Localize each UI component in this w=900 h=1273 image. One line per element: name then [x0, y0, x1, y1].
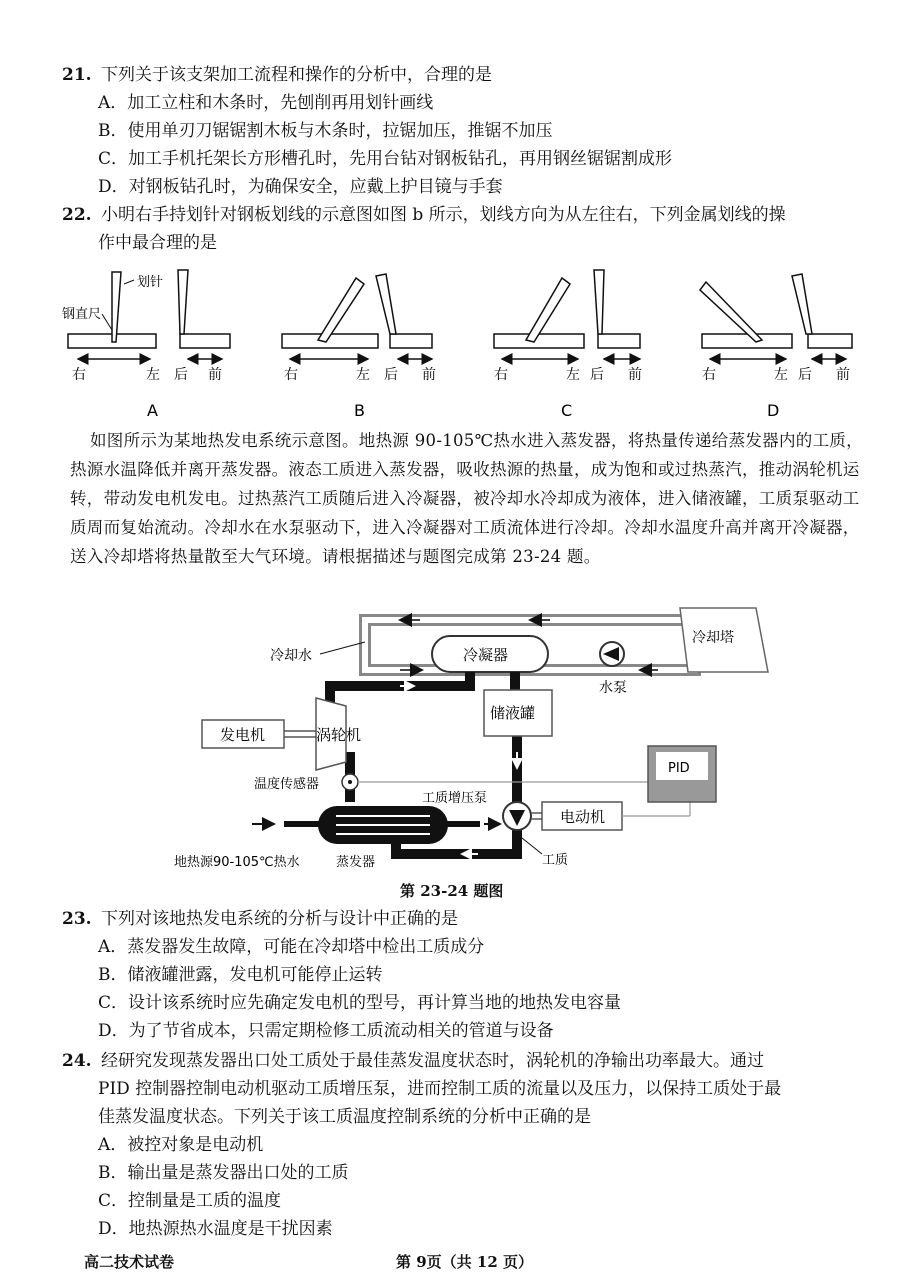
cooling-water-label: 冷却水: [270, 648, 312, 664]
dir-right-a: 右: [72, 367, 86, 383]
option-label-d: D: [767, 401, 780, 420]
label-ruler: 钢直尺: [62, 307, 102, 322]
q24-stem-1: 经研究发现蒸发器出口处工质处于最佳蒸发温度状态时，涡轮机的净输出功率最大。通过: [100, 1051, 764, 1071]
dir-back-c: 后: [590, 367, 604, 383]
q23-number: 23.: [62, 909, 92, 929]
intro-paragraph: 如图所示为某地热发电系统示意图。地热源 90-105℃热水进入蒸发器，将热量传递给蒸发器内的工质，热源水温降低并离开蒸发器。液态工质进入蒸发器，吸收热源的热量，成为饱和或过热蒸汽，推动涡轮机运转，带动发电机发电。过热蒸汽工质随后进入冷凝器，被冷却水冷却成为液体，进入储液罐，工质泵驱动工质周而复始流动。冷却水在水泵驱动下，进入冷凝器对工质流体进行冷却。冷却水温度升高并离开冷凝器，送入冷却塔将热量散至大气环境。请根据描述与题图完成第 23-24 题。: [70, 431, 863, 566]
generator-label: 发电机: [220, 726, 266, 744]
temp-sensor-label: 温度传感器: [254, 777, 320, 792]
option-a-figure: [62, 270, 230, 420]
q22-number: 22.: [62, 205, 92, 225]
footer-page-number: 第 9页（共 12 页）: [396, 1253, 533, 1271]
dir-left-b: 左: [356, 367, 370, 383]
q24-option-c: C．控制量是工质的温度: [98, 1191, 282, 1211]
evaporator-shape: [318, 806, 448, 844]
option-c-figure: [494, 270, 642, 420]
cooling-tower-label: 冷却塔: [692, 630, 734, 646]
evaporator-label: 蒸发器: [336, 855, 376, 870]
storage-tank-label: 储液罐: [490, 704, 536, 722]
option-label-b: B: [354, 401, 365, 420]
dir-back-a: 后: [174, 367, 188, 383]
footer-left: 高二技术试卷: [84, 1253, 175, 1271]
dir-back-b: 后: [384, 367, 398, 383]
dir-front-a: 前: [208, 367, 222, 383]
q22-stem-line2: 作中最合理的是: [98, 233, 217, 253]
dir-back-d: 后: [798, 367, 812, 383]
heat-source-label: 地热源90-105℃热水: [174, 855, 300, 870]
diagram-caption: 第 23-24 题图: [400, 882, 504, 900]
q23-option-a: A．蒸发器发生故障，可能在冷却塔中检出工质成分: [98, 937, 485, 957]
water-pump-label: 水泵: [599, 680, 627, 696]
working-fluid-label: 工质: [542, 853, 569, 868]
dir-right-d: 右: [702, 367, 716, 383]
q21-stem: 下列关于该支架加工流程和操作的分析中，合理的是: [100, 65, 492, 85]
dir-front-b: 前: [422, 367, 436, 383]
dir-right-b: 右: [284, 367, 298, 383]
dir-right-c: 右: [494, 367, 508, 383]
q21-option-b: B．使用单刃刀锯锯割木板与木条时，拉锯加压，推锯不加压: [98, 121, 553, 141]
q22-stem-line1: [62, 204, 786, 226]
motor-label: 电动机: [560, 808, 606, 826]
q21-option-d: D．对钢板钻孔时，为确保安全，应戴上护目镜与手套: [98, 177, 503, 197]
q21-option-c: C．加工手机托架长方形槽孔时，先用台钻对钢板钻孔，再用钢丝锯锯割成形: [98, 149, 673, 169]
q23-option-d: D．为了节省成本，只需定期检修工质流动相关的管道与设备: [98, 1021, 554, 1041]
scribing-options-figure: [0, 262, 900, 427]
dir-front-d: 前: [836, 367, 850, 383]
option-b-figure: [282, 274, 436, 420]
dir-front-c: 前: [628, 367, 642, 383]
q24-stem-line2: PID 控制器控制电动机驱动工质增压泵，进而控制工质的流量以及压力，以保持工质处于最: [98, 1079, 782, 1099]
q21-number: 21.: [62, 65, 92, 85]
q24-option-d: D．地热源热水温度是干扰因素: [98, 1219, 333, 1239]
option-label-a: A: [147, 401, 158, 420]
label-scriber: 划针: [137, 275, 164, 290]
dir-left-c: 左: [566, 367, 580, 383]
q23-option-b: B．储液罐泄露，发电机可能停止运转: [98, 965, 383, 985]
q24-stem-line3: 佳蒸发温度状态。下列关于该工质温度控制系统的分析中正确的是: [98, 1107, 591, 1127]
booster-pump-label: 工质增压泵: [422, 791, 488, 806]
condenser-label: 冷凝器: [463, 646, 509, 664]
option-d-figure: [700, 274, 852, 420]
q23-option-c: C．设计该系统时应先确定发电机的型号，再计算当地的地热发电容量: [98, 993, 622, 1013]
pid-label: PID: [668, 761, 690, 776]
dir-left-d: 左: [774, 367, 788, 383]
q24-option-b: B．输出量是蒸发器出口处的工质: [98, 1163, 349, 1183]
turbine-label: 涡轮机: [316, 726, 362, 744]
q24-option-a: A．被控对象是电动机: [98, 1135, 264, 1155]
q24-stem-line1: [62, 1050, 764, 1072]
q23-stem: 下列对该地热发电系统的分析与设计中正确的是: [100, 909, 458, 929]
q24-number: 24.: [62, 1051, 92, 1071]
q21-option-a: A．加工立柱和木条时，先刨削再用划针画线: [98, 93, 434, 113]
q23-stem-line: [62, 908, 458, 930]
option-label-c: C: [561, 401, 573, 420]
geothermal-system-diagram: [160, 602, 780, 874]
q21-stem-line: [62, 64, 492, 86]
q22-stem-1: 小明右手持划针对钢板划线的示意图如图 b 所示，划线方向为从左往右，下列金属划线的操: [100, 205, 786, 225]
dir-left-a: 左: [146, 367, 160, 383]
